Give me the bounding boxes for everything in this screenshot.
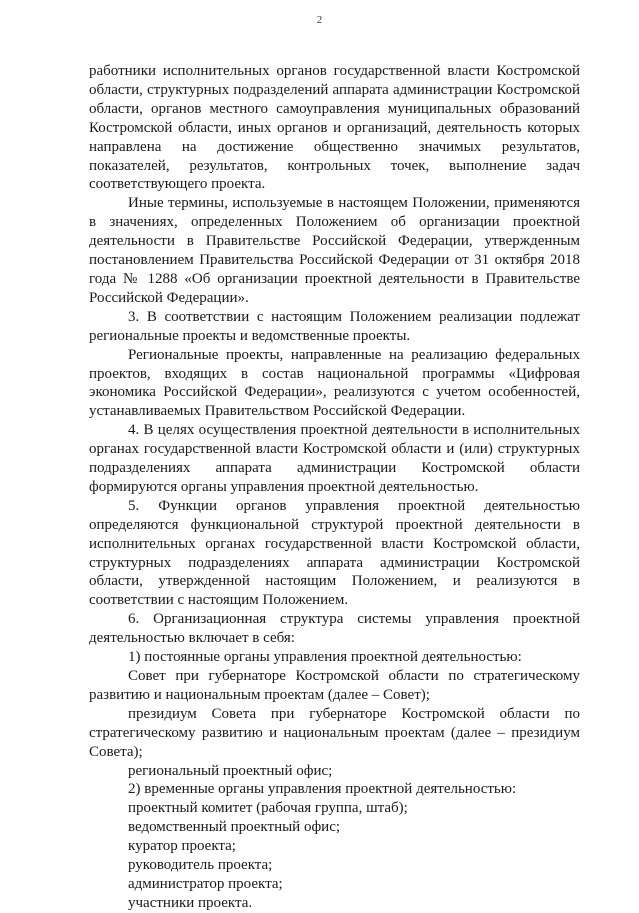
list-item-curator: куратор проекта; bbox=[128, 838, 236, 855]
list-item-participants: участники проекта. bbox=[128, 894, 253, 911]
list-item-presidium: президиум Совета при губернаторе Костромской области по стратегическому развитию и национальным проектам (далее – президиум Совета); bbox=[89, 705, 580, 760]
paragraph-item-5: 5. Функции органов управления проектной деятельностью определяются функциональной структурой проектной деятельности в исполнительных органах государственной власти Костромской области, структурных подразделениях аппарата администрации Костромской области, утвержденной настоящим Положением, и реализуются в соответствии с настоящим Положением. bbox=[89, 497, 580, 609]
paragraph-item-6: 6. Организационная структура системы управления проектной деятельностью включает в себя: bbox=[89, 611, 580, 647]
list-item-permanent-bodies: 1) постоянные органы управления проектной деятельностью: bbox=[128, 649, 522, 666]
paragraph-item-3: 3. В соответствии с настоящим Положением реализации подлежат региональные проекты и ведомственные проекты. bbox=[89, 308, 580, 344]
paragraph-other-terms: Иные термины, используемые в настоящем Положении, применяются в значениях, определенных Положением об организации проектной деятельности в Правительстве Российской Федерации, утвержденным постановлением Правительства Российской Федерации от 31 октября 2018 года № 1288 «Об организации проектной деятельности в Правительстве Российской Федерации». bbox=[89, 195, 580, 306]
document-body bbox=[89, 62, 580, 913]
paragraph-item-4: 4. В целях осуществления проектной деятельности в исполнительных органах государственной власти Костромской области и (или) структурных подразделениях аппарата администрации Костромской области формируются органы управления проектной деятельностью. bbox=[89, 422, 580, 495]
list-item-departmental-office: ведомственный проектный офис; bbox=[128, 819, 341, 836]
page-number: 2 bbox=[316, 14, 323, 26]
list-item-project-manager: руководитель проекта; bbox=[128, 857, 273, 874]
paragraph-participants-definition: работники исполнительных органов государственной власти Костромской области, структурных подразделений аппарата администрации Костромской области, органов местного самоуправления муниципальных образований Костромской области, иных органов и организаций, деятельность которых направлена на достижение общественно значимых результатов, показателей, результатов, контрольных точек, выполнение задач соответствующего проекта. bbox=[89, 63, 580, 193]
list-item-council: Совет при губернаторе Костромской области по стратегическому развитию и национальным проектам (далее – Совет); bbox=[89, 668, 580, 703]
list-item-administrator: администратор проекта; bbox=[128, 875, 283, 892]
list-item-regional-office: региональный проектный офис; bbox=[128, 762, 333, 779]
paragraph-regional-projects: Региональные проекты, направленные на реализацию федеральных проектов, входящих в состав национальной программы «Цифровая экономика Российской Федерации», реализуются с учетом особенностей, устанавливаемых Правительством Российской Федерации. bbox=[89, 346, 580, 420]
list-item-project-committee: проектный комитет (рабочая группа, штаб); bbox=[128, 800, 408, 817]
list-item-temporary-bodies: 2) временные органы управления проектной деятельностью: bbox=[128, 781, 517, 798]
